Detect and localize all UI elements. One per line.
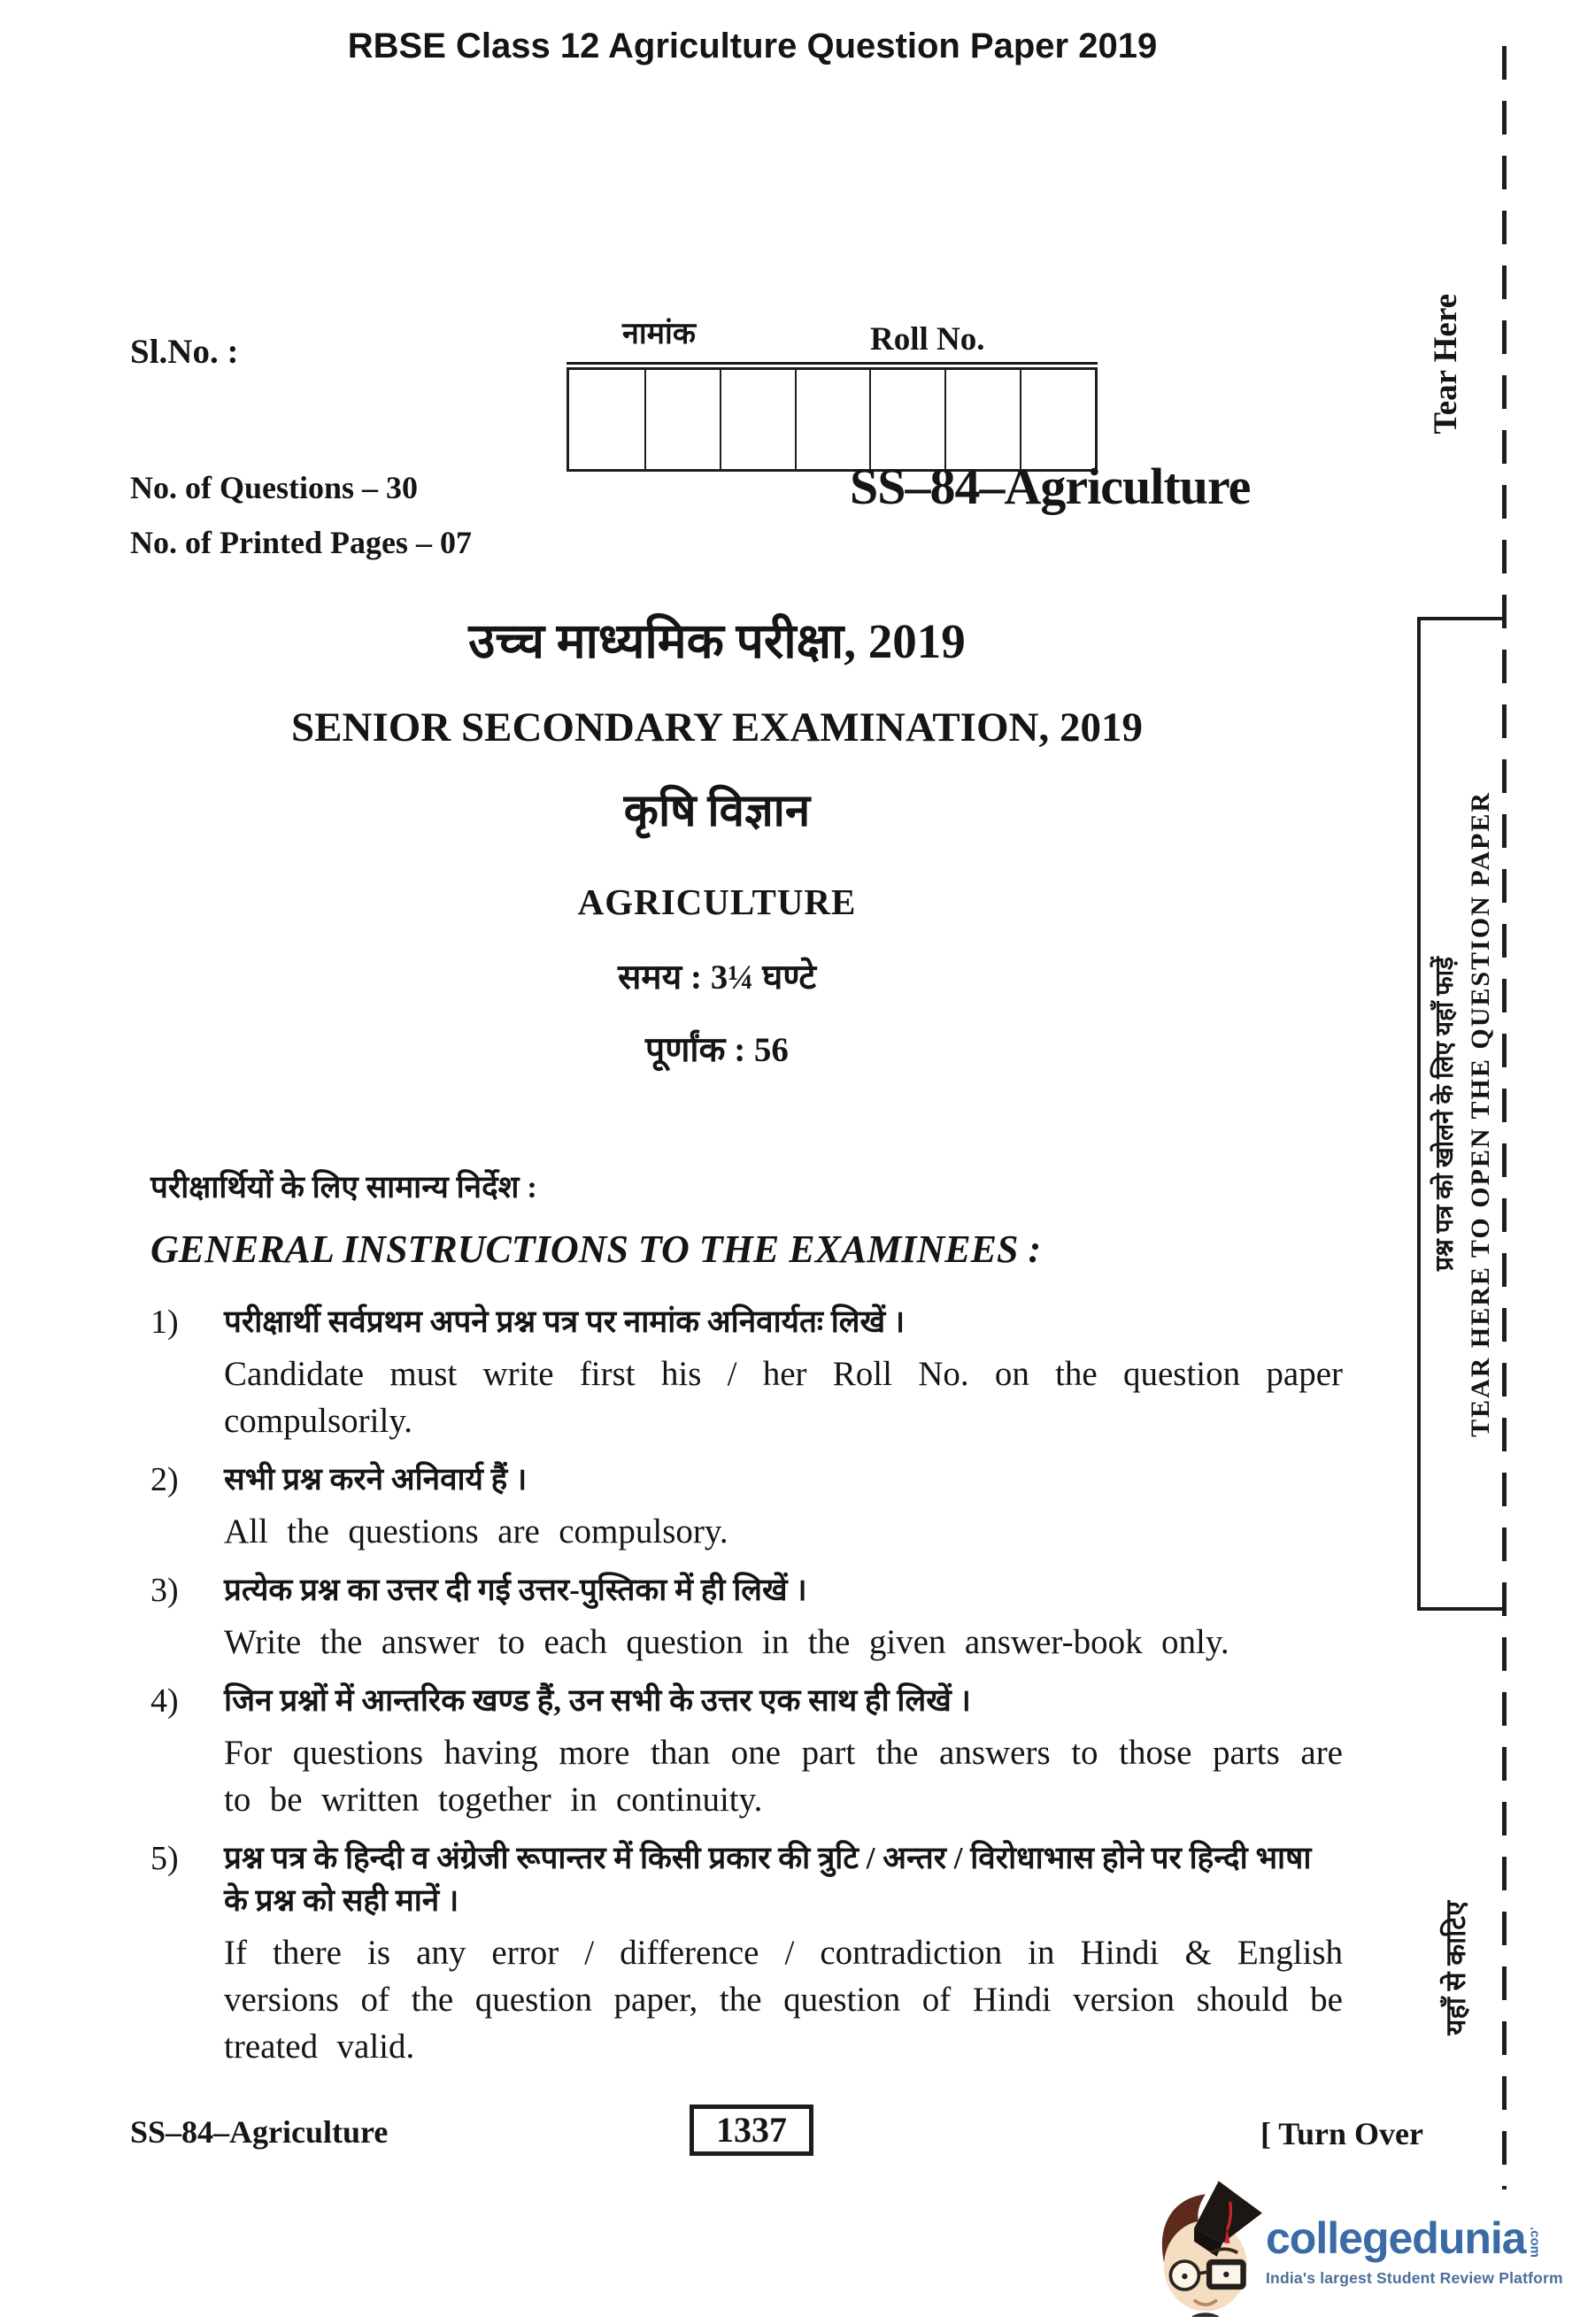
- cut-here-label: यहाँ से काटिए: [1440, 1901, 1471, 2035]
- serial-number-label: Sl.No. :: [130, 333, 239, 371]
- brand-name: collegedunia: [1266, 2213, 1526, 2263]
- instruction-english: For questions having more than one part the answers to those parts are to be written together in continuity.: [224, 1734, 1343, 1819]
- instruction-english: Write the answer to each question in the given answer-book only.: [224, 1623, 1229, 1661]
- roll-cell: [569, 370, 644, 469]
- instruction-hindi: जिन प्रश्नों में आन्तरिक खण्ड हैं, उन सभी के उत्तर एक साथ ही लिखें ।: [224, 1683, 971, 1718]
- instructions-heading-hindi: परीक्षार्थियों के लिए सामान्य निर्देश :: [150, 1170, 537, 1204]
- roll-cell: [944, 370, 1020, 469]
- instruction-number: 1): [150, 1304, 179, 1341]
- instruction-number: 3): [150, 1572, 179, 1609]
- roll-cell: [869, 370, 944, 469]
- instructions-section: [150, 1168, 1343, 2084]
- instruction-item: [150, 1569, 1343, 1671]
- instruction-item: [150, 1458, 1343, 1560]
- paper-code: SS–84–Agriculture: [850, 458, 1251, 515]
- brand-tagline: India's largest Student Review Platform: [1266, 2269, 1563, 2287]
- exam-title-hindi: उच्च माध्यमिक परीक्षा, 2019: [468, 614, 966, 668]
- tear-open-hindi: प्रश्न पत्र को खोलने के लिए यहाँ फाड़ें: [1430, 957, 1459, 1271]
- roll-cell: [795, 370, 870, 469]
- roll-cell: [1020, 370, 1095, 469]
- tear-open-box: [1417, 617, 1503, 1611]
- maximum-marks: पूर्णांक : 56: [645, 1031, 789, 1069]
- instruction-hindi: परीक्षार्थी सर्वप्रथम अपने प्रश्न पत्र पर नामांक अनिवार्यतः लिखें ।: [224, 1304, 906, 1339]
- page-title: RBSE Class 12 Agriculture Question Paper 2019: [347, 27, 1158, 65]
- instruction-item: [150, 1837, 1343, 2075]
- instruction-number: 4): [150, 1682, 179, 1720]
- namank-label: नामांक: [622, 318, 696, 350]
- instruction-hindi: प्रश्न पत्र के हिन्दी व अंग्रेजी रूपान्तर में किसी प्रकार की त्रुटि / अन्तर / विरोधाभास होने पर हिन्दी भाषा के प्रश्न को सही मानें ।: [224, 1841, 1312, 1918]
- instruction-hindi: प्रत्येक प्रश्न का उत्तर दी गई उत्तर-पुस्तिका में ही लिखें ।: [224, 1573, 807, 1607]
- subject-title-hindi: कृषि विज्ञान: [623, 787, 811, 836]
- collegedunia-logo[interactable]: [1151, 2175, 1563, 2321]
- brand-tld: .com: [1527, 2227, 1543, 2259]
- footer-paper-code: SS–84–Agriculture: [130, 2114, 389, 2150]
- tear-open-english: TEAR HERE TO OPEN THE QUESTION PAPER: [1465, 790, 1495, 1437]
- instructions-heading-english: GENERAL INSTRUCTIONS TO THE EXAMINEES :: [150, 1227, 1042, 1271]
- turn-over-label: [ Turn Over: [1260, 2116, 1423, 2151]
- instruction-hindi: सभी प्रश्न करने अनिवार्य हैं ।: [224, 1462, 528, 1497]
- pages-count: No. of Printed Pages – 07: [130, 525, 472, 560]
- instruction-number: 5): [150, 1840, 179, 1877]
- time-allowed: समय : 3¼ घण्टे: [617, 958, 817, 997]
- roll-cell: [644, 370, 720, 469]
- instruction-english: If there is any error / difference / contradiction in Hindi & English versions of the question paper, the question of Hindi version should be treated valid.: [224, 1934, 1343, 2066]
- subject-title-english: AGRICULTURE: [577, 881, 857, 922]
- questions-count: No. of Questions – 30: [130, 470, 419, 505]
- instruction-item: [150, 1301, 1343, 1450]
- tear-here-label: Tear Here: [1428, 294, 1464, 435]
- instruction-english: Candidate must write first his / her Roll No. on the question paper compulsorily.: [224, 1355, 1343, 1440]
- page-number-box: 1337: [690, 2105, 813, 2156]
- instruction-english: All the questions are compulsory.: [224, 1512, 728, 1551]
- roll-cell: [720, 370, 795, 469]
- instruction-item: [150, 1680, 1343, 1828]
- exam-title-english: SENIOR SECONDARY EXAMINATION, 2019: [291, 704, 1143, 750]
- instruction-number: 2): [150, 1461, 179, 1498]
- roll-no-label: Roll No.: [870, 321, 985, 358]
- collegedunia-mascot-icon: [1151, 2175, 1264, 2321]
